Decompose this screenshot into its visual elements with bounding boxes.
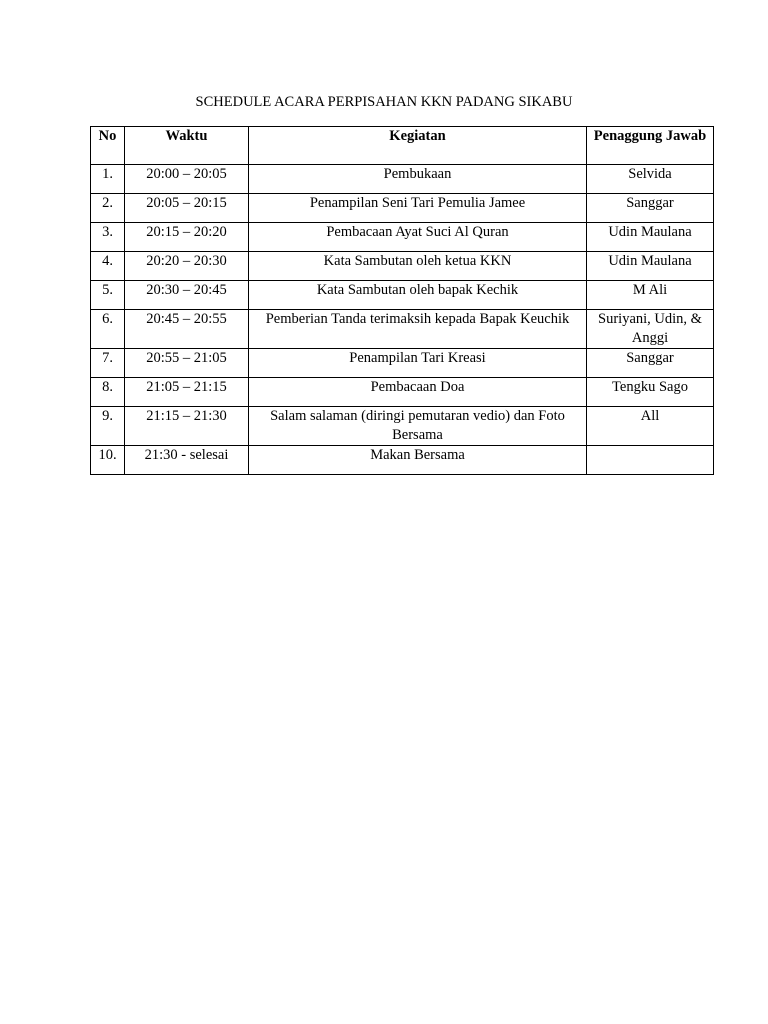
cell-penanggung-jawab: M Ali xyxy=(587,281,714,310)
cell-penanggung-jawab: Tengku Sago xyxy=(587,378,714,407)
cell-penanggung-jawab: Sanggar xyxy=(587,349,714,378)
cell-kegiatan: Penampilan Tari Kreasi xyxy=(249,349,587,378)
document-title: SCHEDULE ACARA PERPISAHAN KKN PADANG SIKABU xyxy=(195,94,573,110)
cell-no: 10. xyxy=(91,446,125,475)
cell-no: 6. xyxy=(91,310,125,349)
cell-kegiatan: Pemberian Tanda terimaksih kepada Bapak Keuchik xyxy=(249,310,587,349)
cell-kegiatan: Pembukaan xyxy=(249,165,587,194)
header-kegiatan: Kegiatan xyxy=(249,127,587,165)
table-row xyxy=(91,349,714,378)
cell-no: 2. xyxy=(91,194,125,223)
cell-penanggung-jawab: Selvida xyxy=(587,165,714,194)
cell-penanggung-jawab: Udin Maulana xyxy=(587,252,714,281)
cell-waktu: 21:30 - selesai xyxy=(125,446,249,475)
cell-waktu: 20:15 – 20:20 xyxy=(125,223,249,252)
cell-waktu: 20:55 – 21:05 xyxy=(125,349,249,378)
table-row xyxy=(91,165,714,194)
cell-penanggung-jawab: Sanggar xyxy=(587,194,714,223)
table-row xyxy=(91,310,714,349)
cell-no: 7. xyxy=(91,349,125,378)
cell-no: 3. xyxy=(91,223,125,252)
cell-penanggung-jawab: All xyxy=(587,407,714,446)
cell-penanggung-jawab: Suriyani, Udin, & Anggi xyxy=(587,310,714,349)
table-row xyxy=(91,407,714,446)
cell-kegiatan: Makan Bersama xyxy=(249,446,587,475)
cell-waktu: 20:20 – 20:30 xyxy=(125,252,249,281)
table-row xyxy=(91,378,714,407)
cell-kegiatan: Pembacaan Doa xyxy=(249,378,587,407)
table-row xyxy=(91,446,714,475)
cell-penanggung-jawab xyxy=(587,446,714,475)
cell-waktu: 20:45 – 20:55 xyxy=(125,310,249,349)
cell-no: 9. xyxy=(91,407,125,446)
table-row xyxy=(91,281,714,310)
table-row xyxy=(91,223,714,252)
cell-penanggung-jawab: Udin Maulana xyxy=(587,223,714,252)
header-no: No xyxy=(91,127,125,165)
cell-no: 1. xyxy=(91,165,125,194)
header-penanggung-jawab: Penaggung Jawab xyxy=(587,127,714,165)
cell-waktu: 20:05 – 20:15 xyxy=(125,194,249,223)
cell-kegiatan: Kata Sambutan oleh ketua KKN xyxy=(249,252,587,281)
cell-waktu: 21:05 – 21:15 xyxy=(125,378,249,407)
table-row xyxy=(91,194,714,223)
table-row xyxy=(91,252,714,281)
cell-waktu: 20:30 – 20:45 xyxy=(125,281,249,310)
header-waktu: Waktu xyxy=(125,127,249,165)
cell-kegiatan: Salam salaman (diringi pemutaran vedio) dan Foto Bersama xyxy=(249,407,587,446)
cell-kegiatan: Pembacaan Ayat Suci Al Quran xyxy=(249,223,587,252)
cell-kegiatan: Kata Sambutan oleh bapak Kechik xyxy=(249,281,587,310)
cell-waktu: 20:00 – 20:05 xyxy=(125,165,249,194)
cell-kegiatan: Penampilan Seni Tari Pemulia Jamee xyxy=(249,194,587,223)
cell-waktu: 21:15 – 21:30 xyxy=(125,407,249,446)
cell-no: 5. xyxy=(91,281,125,310)
cell-no: 8. xyxy=(91,378,125,407)
schedule-table xyxy=(90,126,714,475)
table-header-row xyxy=(91,127,714,165)
cell-no: 4. xyxy=(91,252,125,281)
